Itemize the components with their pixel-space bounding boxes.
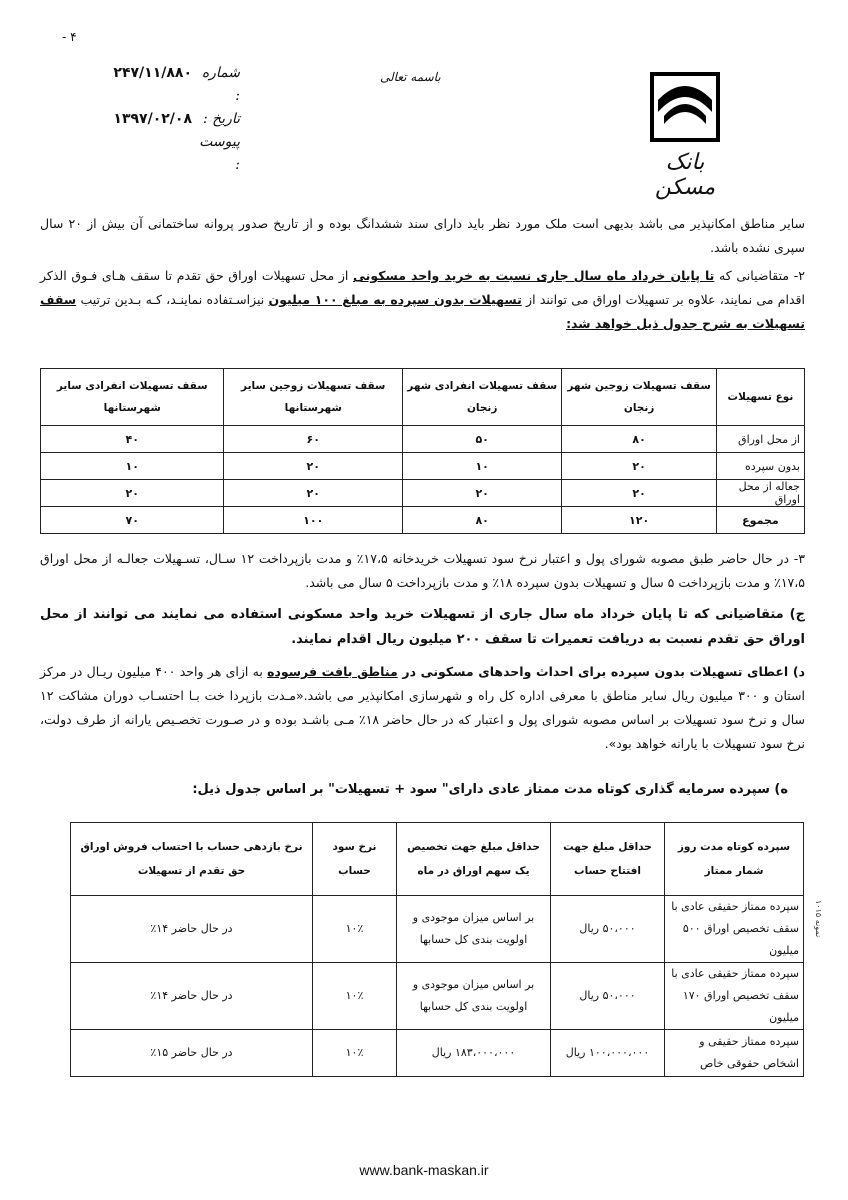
table-header-cell: سقف تسهیلات زوجین شهر زنجان: [562, 369, 717, 426]
p5-text-c: به ازای هر واحد ۴۰۰ میلیون ریـال در مرکز استان و ۳۰۰ میلیون ریال سایر مناطق با معرفی اداره کل راه و شهرسازی امکانپذیر می باشد.«مـدت بازپردا خت بـا احتسـاب دوران مشاکت ۱۲ سال و نرخ سود تسهیلات بر اساس مصوبه شورای پول و اعتبار که در حال حاضر ۱۸٪ مـی باشـد بوده و در صـورت تخصـیص یارانه از طرف دولت، نرخ سود تسهیلات با یارانه خواهد بود».: [40, 664, 806, 751]
table-cell: ۸۰: [403, 507, 562, 534]
p5-text-a: د) اعطای تسهیلات بدون سپرده برای احداث واحدهای مسکونی در: [397, 664, 806, 679]
form-code: نمونه ۱۰۱۵: [814, 900, 823, 938]
table-cell: ۶۰: [224, 426, 403, 453]
table-row: [41, 453, 805, 480]
table-cell: ۱۰٪: [313, 896, 397, 963]
table-total-row: [41, 507, 805, 534]
table-header-cell: سقف تسهیلات انفرادی شهر زنجان: [403, 369, 562, 426]
date-label: تاریخ :: [202, 111, 240, 127]
table-cell: ۱۸۳،۰۰۰،۰۰۰ ریال: [397, 1030, 551, 1077]
table-header-cell: نرخ بازدهی حساب با احتساب فروش اوراق حق تقدم از تسهیلات: [71, 823, 313, 896]
table-cell: سپرده ممتاز حقیقی عادی با سقف تخصیص اوراق ۵۰۰ میلیون: [665, 896, 804, 963]
table-cell: ۸۰: [562, 426, 717, 453]
table-cell: بر اساس میزان موجودی و اولویت بندی کل حسابها: [397, 896, 551, 963]
paragraph-5: [40, 660, 805, 756]
table-cell: ۲۰: [41, 480, 224, 507]
bismillah-heading: باسمه تعالی: [380, 70, 441, 84]
table-cell: ۵۰،۰۰۰ ریال: [551, 896, 665, 963]
table-cell: بر اساس میزان موجودی و اولویت بندی کل حسابها: [397, 963, 551, 1030]
table-cell: ۲۰: [403, 480, 562, 507]
p2-highlight-f: سقف تسهیلات به شرح جدول ذیل خواهد شد:: [40, 292, 805, 331]
table-cell: ۲۰: [562, 453, 717, 480]
table-header-row: [71, 823, 804, 896]
table-header-cell: حداقل مبلغ جهت تخصیص یک سهم اوراق در ماه: [397, 823, 551, 896]
table-row: [71, 1030, 804, 1077]
table-cell: سپرده ممتاز حقیقی و اشخاص حقوقی خاص: [665, 1030, 804, 1077]
number-value: ۲۴۷/۱۱/۸۸۰: [113, 65, 192, 81]
table-cell: ۲۰: [224, 480, 403, 507]
reference-block: [90, 62, 240, 177]
table-cell: در حال حاضر ۱۴٪: [71, 963, 313, 1030]
brand-name: بانک مسکن: [654, 150, 716, 200]
table-cell: ۱۰: [403, 453, 562, 480]
number-row: [90, 62, 240, 108]
table-cell: ۱۲۰: [562, 507, 717, 534]
p2-text-a: ۲- متقاضیانی که: [714, 268, 805, 283]
facility-ceiling-table: [40, 368, 805, 534]
table-header-cell: سقف تسهیلات انفرادی سایر شهرستانها: [41, 369, 224, 426]
table-cell: ۲۰: [224, 453, 403, 480]
paragraph-4: ج) متقاضیانی که تا پایان خرداد ماه سال جاری از تسهیلات خرید واحد مسکونی استفاده می نمایند می توانند از محل اوراق حق تقدم نسبت به دریافت تعمیرات تا سقف ۲۰۰ میلیون ریال اقدام نمایند.: [40, 607, 805, 647]
paragraph-6: ه) سپرده سرمایه گذاری کوتاه مدت ممتاز عادی دارای" سود + تسهیلات" بر اساس جدول ذیل:: [192, 782, 788, 797]
p2-text-c: از محل تسهیلات اوراق حق تقدم تا سقف هـای فـوق الذکر اقدام می نمایند، علاوه بر تسهیلات اوراق می توانند از: [40, 268, 805, 307]
date-row: [90, 108, 240, 131]
bank-logo-icon: [650, 72, 720, 142]
table-header-cell: سقف تسهیلات زوجین سایر شهرستانها: [224, 369, 403, 426]
table-header-cell: نوع تسهیلات: [716, 369, 804, 426]
attachment-label: پیوست :: [199, 134, 240, 173]
deposit-table: [70, 822, 804, 1077]
table-cell: بدون سپرده: [716, 453, 804, 480]
p2-highlight-b: تا پایان خرداد ماه سال جاری نسبت به خرید واحد مسکونی: [353, 268, 715, 283]
table-header-row: [41, 369, 805, 426]
table-cell: ۵۰: [403, 426, 562, 453]
table-row: [41, 426, 805, 453]
table-cell: ۵۰،۰۰۰ ریال: [551, 963, 665, 1030]
table-cell: مجموع: [716, 507, 804, 534]
table-row: [71, 896, 804, 963]
table-cell: ۴۰: [41, 426, 224, 453]
table-header-cell: نرخ سود حساب: [313, 823, 397, 896]
p2-text-e: نیزاسـتفاده نماینـد، کـه بـدین ترتیب: [76, 292, 269, 307]
table-cell: ۱۰۰: [224, 507, 403, 534]
top-marks: - ۴: [62, 30, 77, 44]
table-row: [41, 480, 805, 507]
paragraph-1: سایر مناطق امکانپذیر می باشد بدیهی است ملک مورد نظر باید دارای سند ششدانگ بوده و از تاریخ صدور پروانه ساختمانی آن بیش از ۲۰ سال سپری نشده باشد.: [40, 216, 805, 255]
table-row: [71, 963, 804, 1030]
table-cell: ۱۰٪: [313, 1030, 397, 1077]
table-cell: ۲۰: [562, 480, 717, 507]
table-cell: ۱۰: [41, 453, 224, 480]
attachment-row: [90, 131, 240, 177]
paragraph-3: ۳- در حال حاضر طبق مصوبه شورای پول و اعتبار نرخ سود تسهیلات خریدخانه ۱۷،۵٪ و مدت بازپرداخت ۱۲ سـال، تسـهیلات جعالـه از محل اوراق ۱۷،۵٪ و مدت بازپرداخت ۵ سال و تسهیلات بدون سپرده ۱۸٪ و مدت بازپرداخت ۵ سال می باشد.: [40, 551, 805, 590]
p2-highlight-d: تسهیلات بدون سپرده به مبلغ ۱۰۰ میلیون: [268, 292, 522, 307]
table-cell: ۱۰٪: [313, 963, 397, 1030]
paragraph-2: [40, 264, 805, 336]
table-cell: ۷۰: [41, 507, 224, 534]
date-value: ۱۳۹۷/۰۲/۰۸: [113, 111, 192, 127]
table-header-cell: حداقل مبلغ جهت افتتاح حساب: [551, 823, 665, 896]
table-cell: در حال حاضر ۱۴٪: [71, 896, 313, 963]
number-label: شماره :: [201, 65, 240, 104]
footer-website-link[interactable]: www.bank-maskan.ir: [359, 1162, 489, 1178]
table-cell: ۱۰۰،۰۰۰،۰۰۰ ریال: [551, 1030, 665, 1077]
table-header-cell: سپرده کوتاه مدت روز شمار ممتاز: [665, 823, 804, 896]
table-cell: از محل اوراق: [716, 426, 804, 453]
table-cell: در حال حاضر ۱۵٪: [71, 1030, 313, 1077]
table-cell: جعاله از محل اوراق: [716, 480, 804, 507]
p5-highlight-b: مناطق بافت فرسوده: [267, 664, 398, 679]
table-cell: سپرده ممتاز حقیقی عادی با سقف تخصیص اوراق ۱۷۰ میلیون: [665, 963, 804, 1030]
